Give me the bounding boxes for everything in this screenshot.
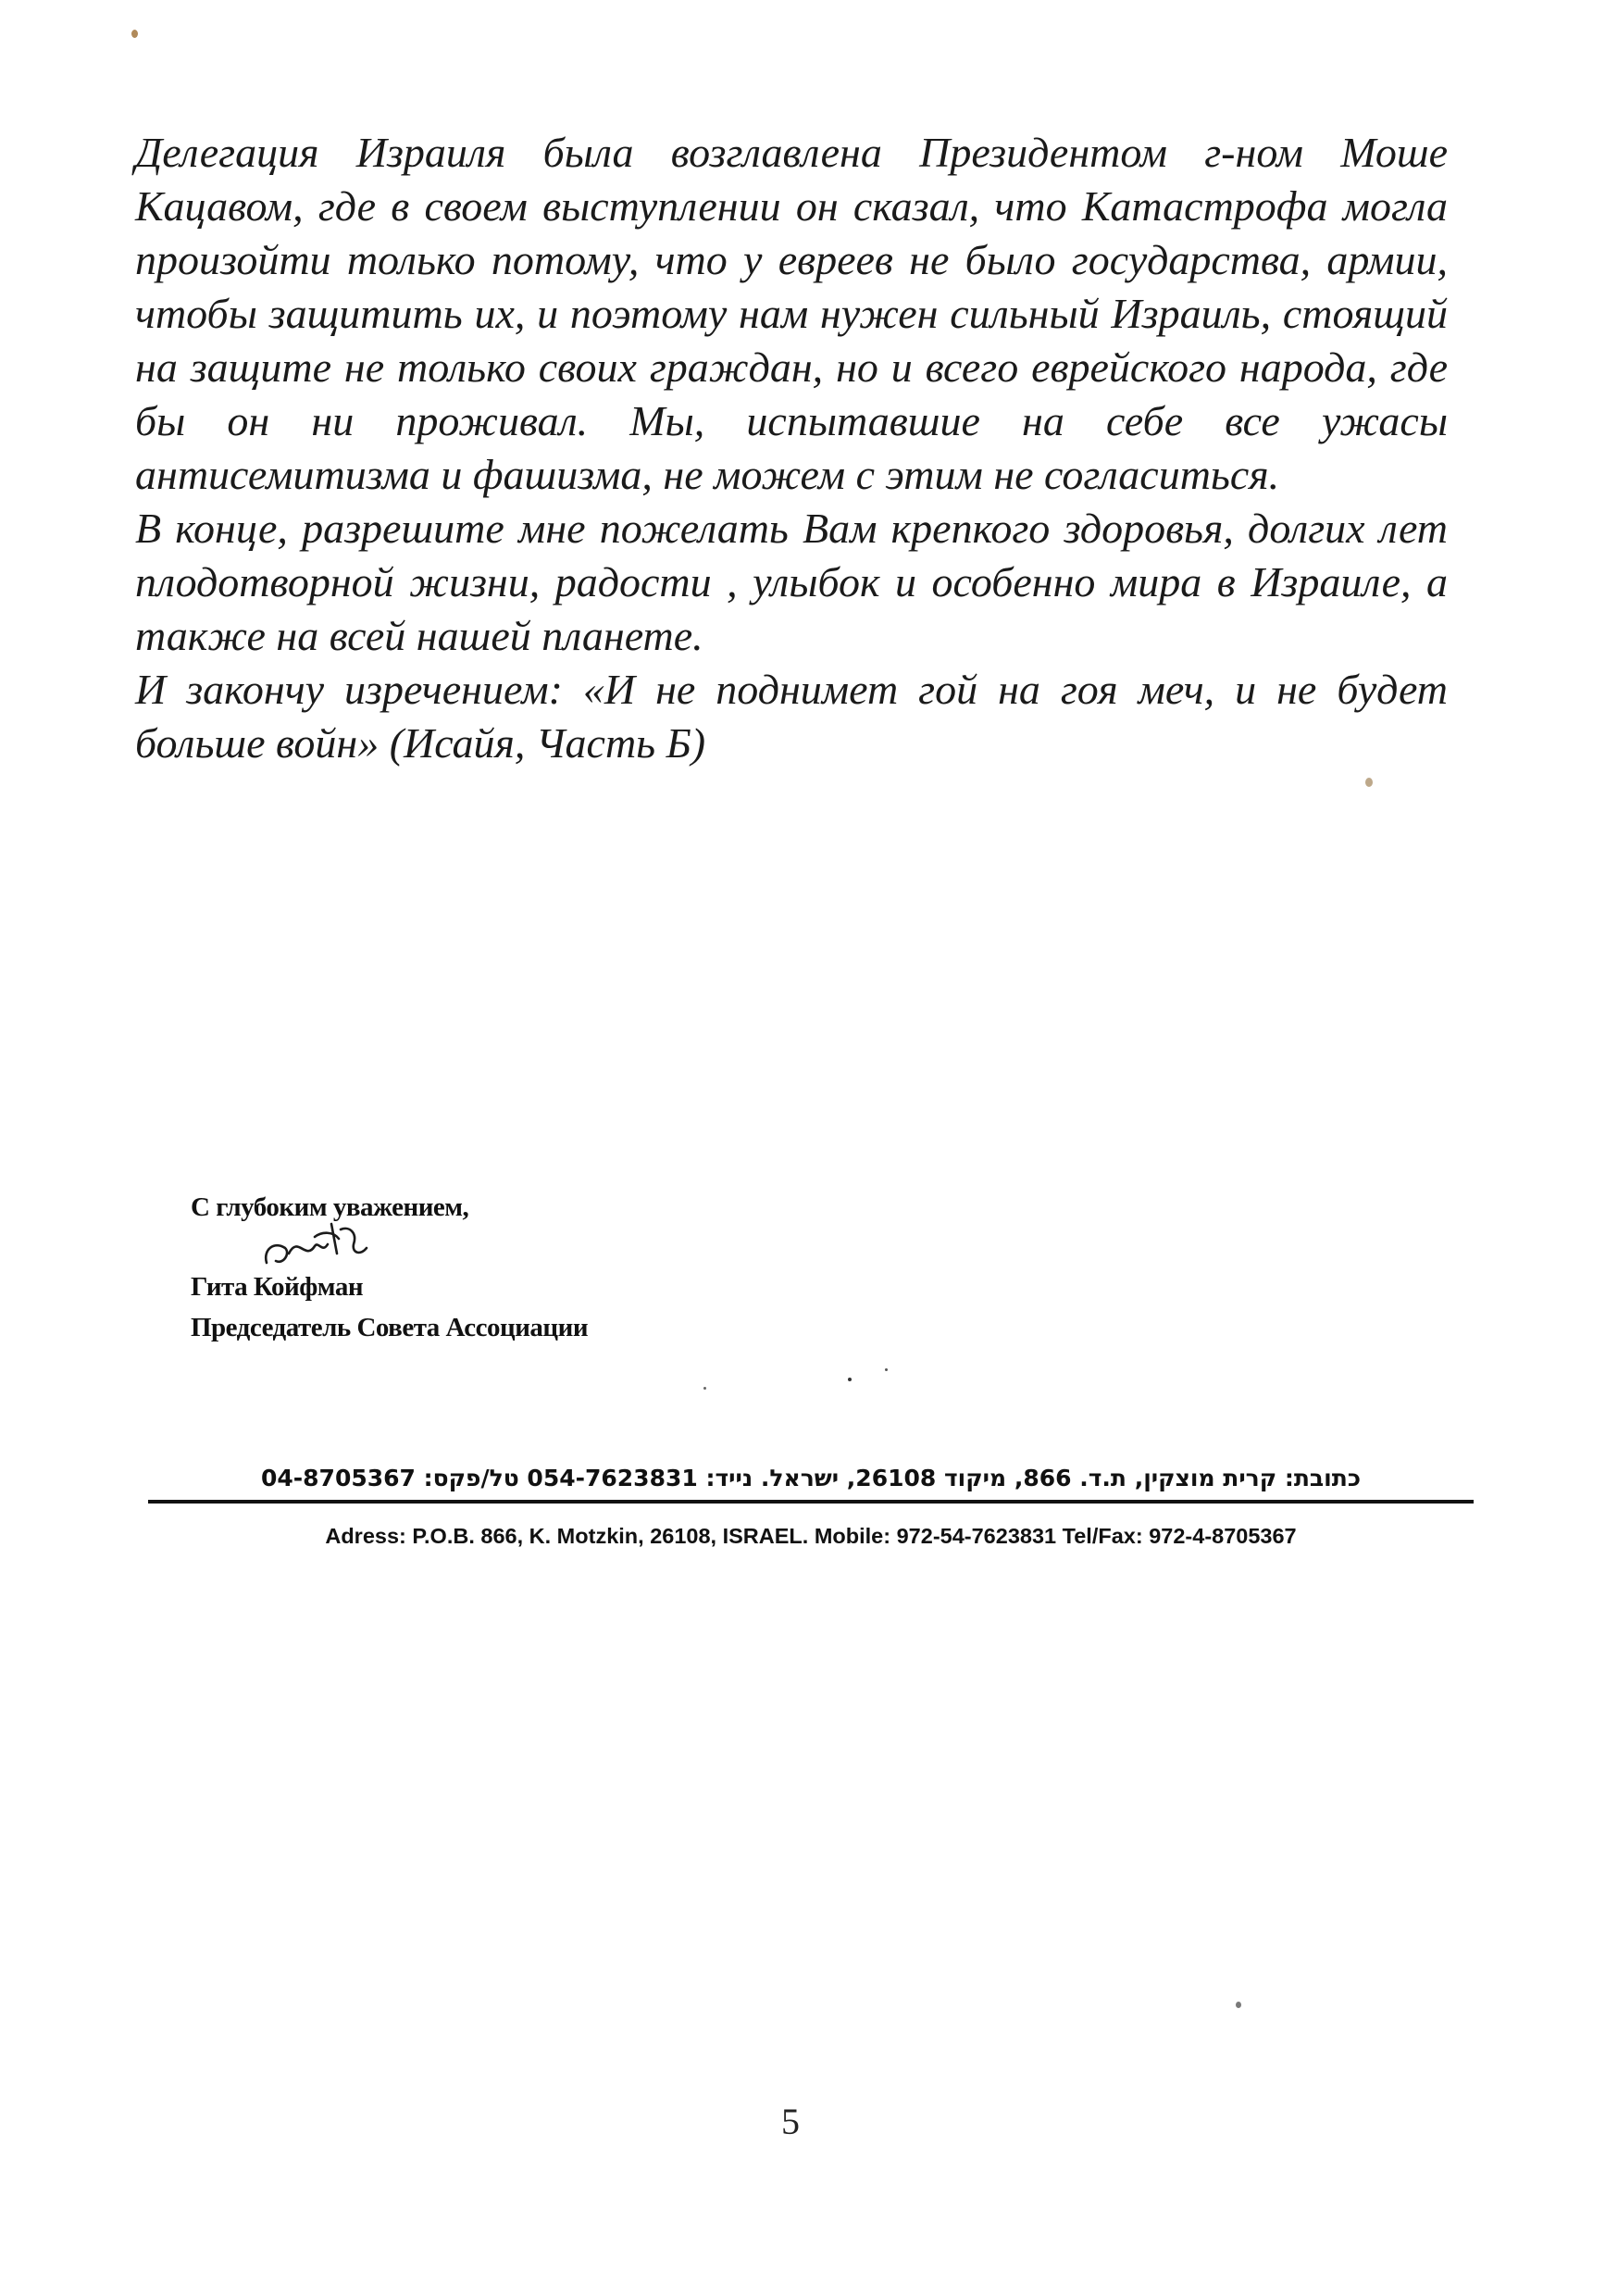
letterhead-hebrew-address: כתובת: קרית מוצקין, ת.ד. 866, מיקוד 26108, ישראל. נייד: 054-7623831 טל/פקס: 04-8705367 bbox=[261, 1465, 1361, 1491]
scan-speck bbox=[885, 1368, 888, 1371]
letterhead-english-address: Adress: P.O.B. 866, K. Motzkin, 26108, ISRAEL. Mobile: 972-54-7623831 Tel/Fax: 972-4-8705367 bbox=[325, 1524, 1297, 1548]
letter-body bbox=[135, 126, 1448, 770]
signature-closing: С глубоким уважением, bbox=[191, 1192, 469, 1222]
scan-speck bbox=[848, 1378, 852, 1381]
page-number: 5 bbox=[781, 2101, 800, 2142]
scan-speck bbox=[1236, 2002, 1241, 2008]
scan-speck bbox=[1365, 778, 1373, 787]
scan-speck bbox=[131, 30, 138, 38]
body-paragraph: Делегация Израиля была возглавлена Президентом г-ном Моше Кацавом, где в своем выступлении он сказал, что Катастрофа могла произойти только потому, что у евреев не было государства, армии, чтобы защитить их, и поэтому нам нужен сильный Израиль, стоящий на защите не только своих граждан, но и всего еврейского народа, где бы он ни проживал. Мы, испытавшие на себе все ужасы антисемитизма и фашизма, не можем с этим не согласиться. bbox=[135, 129, 1448, 498]
signer-title: Председатель Совета Ассоциации bbox=[191, 1313, 589, 1342]
body-paragraph: И закончу изречением: «И не поднимет гой на гоя меч, и не будет больше войн» (Исайя, Часть Б) bbox=[135, 666, 1448, 767]
scan-speck bbox=[703, 1387, 706, 1390]
footer-divider bbox=[148, 1500, 1474, 1504]
body-paragraph: В конце, разрешите мне пожелать Вам крепкого здоровья, долгих лет плодотворной жизни, радости , улыбок и особенно мира в Израиле, а также на всей нашей планете. bbox=[135, 505, 1448, 659]
signer-name: Гита Койфман bbox=[191, 1272, 364, 1302]
